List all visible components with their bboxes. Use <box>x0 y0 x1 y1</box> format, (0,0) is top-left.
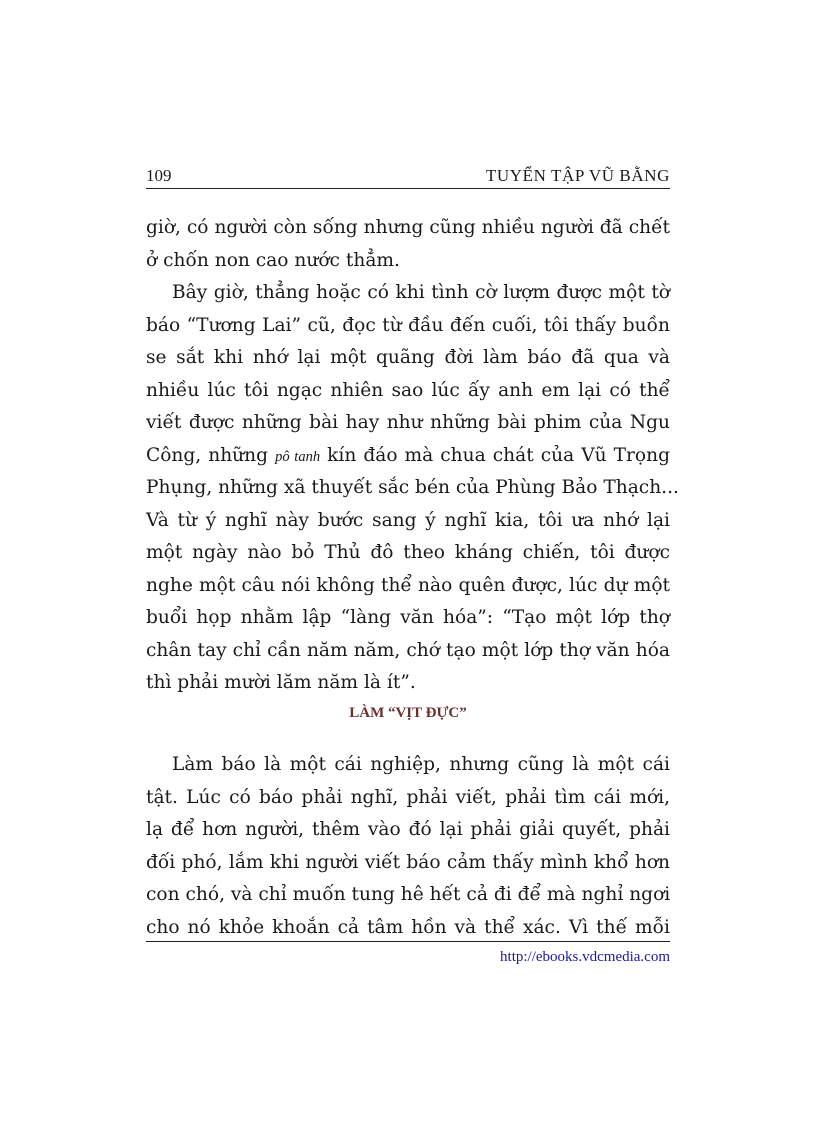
text-line: lạ để hơn người, thêm vào đó lại phải giải quyết, phải <box>146 819 670 840</box>
text-line: con chó, và chỉ muốn tung hê hết cả đi để mà nghỉ ngơi <box>146 884 671 905</box>
text-line: một ngày nào bỏ Thủ đô theo kháng chiến, tôi được <box>146 542 670 563</box>
text-line: ở chốn non cao nước thẳm. <box>146 249 400 271</box>
text-line: Làm báo là một cái nghiệp, nhưng cũng là một cái <box>172 754 670 775</box>
text-line: viết được những bài hay như những bài phim của Ngu <box>146 412 670 433</box>
text-line: chân tay chỉ cần năm năm, chớ tạo một lớp thợ văn hóa <box>146 639 670 661</box>
text-line: nhiều lúc tôi ngạc nhiên sao lúc ấy anh em lại có thể <box>146 379 670 401</box>
running-title: TUYỂN TẬP VŨ BẰNG <box>485 166 670 185</box>
text-line: Bây giờ, thẳng hoặc có khi tình cờ lượm được một tờ <box>172 282 670 303</box>
body-text-top <box>146 212 679 700</box>
text-line: giờ, có người còn sống nhưng cũng nhiều người đã chết <box>146 217 670 238</box>
text-line: báo “Tương Lai” cũ, đọc từ đầu đến cuối, tôi thấy buồn <box>146 314 670 336</box>
footer-link[interactable]: http://ebooks.vdcmedia.com <box>500 949 670 965</box>
section-heading: LÀM “VỊT ĐỰC” <box>349 705 467 721</box>
body-text-bottom <box>146 749 670 944</box>
text-line: se sắt khi nhớ lại một quãng đời làm báo đã qua và <box>146 347 670 368</box>
footer-rule <box>146 941 670 942</box>
text-line: Phụng, những xã thuyết sắc bén của Phùng Bảo Thạch... <box>146 477 679 498</box>
text-line: buổi họp nhằm lập “làng văn hóa”: “Tạo một lớp thợ <box>146 607 670 628</box>
text-line: thì phải mười lăm năm là ít”. <box>146 672 416 693</box>
text-line: cho nó khỏe khoắn cả tâm hồn và thể xác. Vì thế mỗi <box>146 916 670 938</box>
text-line: đối phó, lắm khi người viết báo cảm thấy mình khổ hơn <box>146 851 670 873</box>
text-fragment: kín đáo mà chua chát của Vũ Trọng <box>320 444 670 466</box>
page-number: 109 <box>146 166 172 185</box>
text-line <box>146 440 670 473</box>
text-line: Và từ ý nghĩ này bước sang ý nghĩ kia, tôi ưa nhớ lại <box>146 509 670 531</box>
text-line: nghe một câu nói không thể nào quên được, lúc dự một <box>146 574 670 596</box>
text-fragment: Công, những <box>146 444 276 466</box>
text-line: tật. Lúc có báo phải nghĩ, phải viết, phải tìm cái mới, <box>146 786 670 808</box>
italic-term: pô tanh <box>275 448 321 465</box>
page-header <box>146 164 670 189</box>
